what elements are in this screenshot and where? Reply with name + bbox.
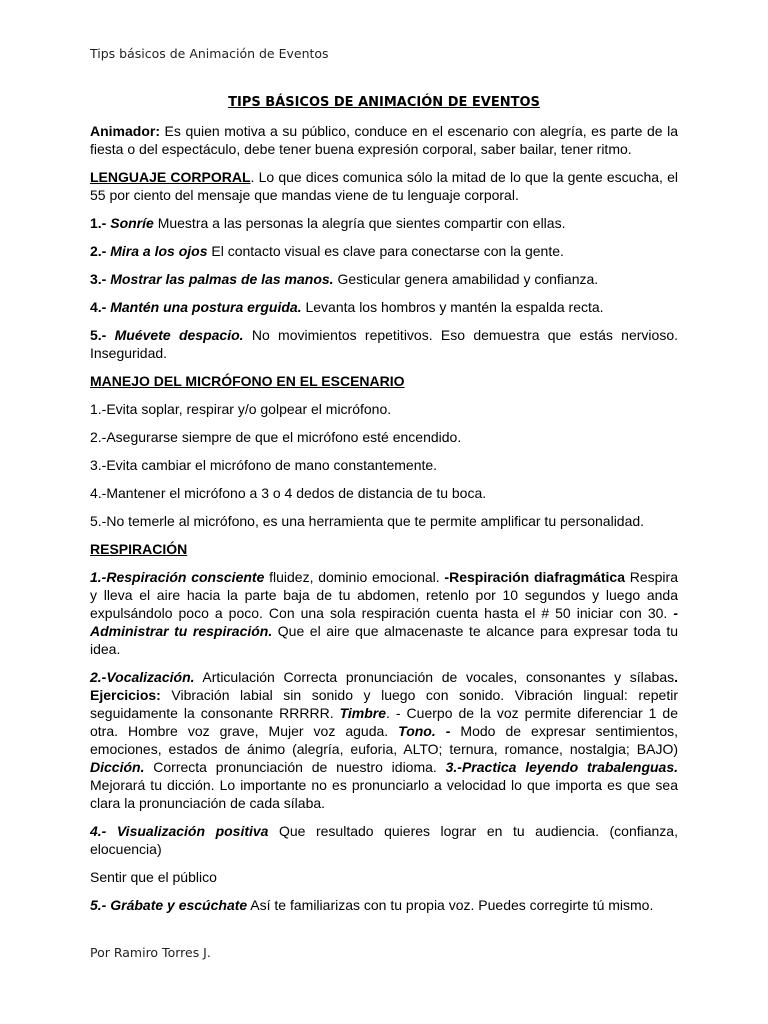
- visualizacion-text: Que resultado quieres lograr en tu audiencia. (confianza, elocuencia): [90, 823, 678, 857]
- tip-number: 5.-: [90, 327, 115, 343]
- lenguaje-corporal-paragraph: [90, 168, 678, 204]
- document-body: [90, 94, 678, 924]
- tip-text: Levanta los hombros y mantén la espalda recta.: [301, 299, 604, 315]
- animador-text: Es quien motiva a su público, conduce en el escenario con alegría, es parte de la fiesta o del espectáculo, debe tener buena expresión corporal, saber bailar, tener ritmo.: [90, 123, 678, 157]
- microfono-item-4: 4.-Mantener el micrófono a 3 o 4 dedos de distancia de tu boca.: [90, 485, 487, 501]
- document-title: TIPS BÁSICOS DE ANIMACIÓN DE EVENTOS: [228, 95, 540, 110]
- animador-paragraph: [90, 122, 678, 158]
- grabate-label: 5.- Grábate y escúchate: [90, 897, 248, 913]
- tip-3: [90, 270, 678, 288]
- running-header: Tips básicos de Animación de Eventos: [90, 46, 329, 61]
- tip-text: Muestra a las personas la alegría que sientes compartir con ellas.: [153, 215, 566, 231]
- trabalenguas-label: 3.-Practica leyendo trabalenguas.: [445, 759, 679, 775]
- microfono-item-5: 5.-No temerle al micrófono, es una herramienta que te permite amplificar tu personalidad.: [90, 513, 645, 529]
- tip-text: El contacto visual es clave para conectarse con la gente.: [207, 243, 564, 259]
- tono-label: Tono. -: [398, 723, 451, 739]
- tip-label: Muévete despacio.: [114, 327, 244, 343]
- tip-2: [90, 242, 678, 260]
- tip-text: Gesticular genera amabilidad y confianza.: [333, 271, 599, 287]
- microfono-item-1: 1.-Evita soplar, respirar y/o golpear el micrófono.: [90, 401, 392, 417]
- animador-label: Animador:: [90, 123, 160, 139]
- lenguaje-corporal-text: . Lo que dices comunica sólo la mitad de lo que la gente escucha, el 55 por ciento del mensaje que mandas viene de tu lenguaje corporal.: [90, 169, 678, 203]
- grabate-text: Así te familiarizas con tu propia voz. Puedes corregirte tú mismo.: [247, 897, 654, 913]
- microfono-item-2: 2.-Asegurarse siempre de que el micrófono esté encendido.: [90, 429, 462, 445]
- tono-text: Modo de expresar sentimientos, emociones, estados de ánimo (alegría, euforia, ALTO; ternura, romance, nostalgia; BAJO): [90, 723, 678, 757]
- respiracion-paragraph-3: [90, 822, 678, 858]
- tip-number: 1.-: [90, 215, 111, 231]
- respiracion-consciente-label: 1.-Respiración consciente: [90, 569, 265, 585]
- tip-label: Mantén una postura erguida.: [110, 299, 302, 315]
- respiracion-consciente-text: fluidez, dominio emocional.: [264, 569, 445, 585]
- respiracion-paragraph-4: Sentir que el público: [90, 869, 217, 885]
- timbre-label: Timbre: [339, 705, 387, 721]
- tip-4: [90, 298, 678, 316]
- tip-text: No movimientos repetitivos. Eso demuestra que estás nervioso. Inseguridad.: [90, 327, 678, 361]
- microfono-heading: MANEJO DEL MICRÓFONO EN EL ESCENARIO: [90, 373, 405, 389]
- tip-number: 3.-: [90, 271, 111, 287]
- tip-label: Mostrar las palmas de las manos.: [110, 271, 334, 287]
- respiracion-heading: RESPIRACIÓN: [90, 541, 188, 557]
- diccion-text: Correcta pronunciación de nuestro idioma.: [144, 759, 446, 775]
- tip-1: [90, 214, 678, 232]
- tip-label: Sonríe: [110, 215, 154, 231]
- ejercicios-label: Ejercicios:: [90, 687, 161, 703]
- tip-number: 2.-: [90, 243, 111, 259]
- lenguaje-corporal-label: LENGUAJE CORPORAL: [90, 169, 251, 185]
- respiracion-paragraph-2: [90, 668, 678, 812]
- running-footer: Por Ramiro Torres J.: [90, 945, 211, 960]
- ejercicios-text: Vibración labial sin sonido y luego con sonido. Vibración lingual: repetir seguidamente la consonante RRRRR.: [90, 687, 678, 721]
- tip-number: 4.-: [90, 299, 111, 315]
- tip-label: Mira a los ojos: [110, 243, 208, 259]
- trabalenguas-text: Mejorará tu dicción. Lo importante no es pronunciarlo a velocidad lo que importa es que sea clara la pronunciación de cada sílaba.: [90, 777, 678, 811]
- respiracion-diafragmatica-label: -Respiración diafragmática: [444, 569, 625, 585]
- vocalizacion-period: .: [674, 669, 678, 685]
- timbre-text: . - Cuerpo de la voz permite diferenciar 1 de otra. Hombre voz grave, Mujer voz aguda.: [90, 705, 678, 739]
- vocalizacion-text: Articulación Correcta pronunciación de vocales, consonantes y sílabas: [194, 669, 675, 685]
- visualizacion-label: 4.- Visualización positiva: [90, 823, 269, 839]
- vocalizacion-label: 2.-Vocalización.: [90, 669, 195, 685]
- diccion-label: Dicción.: [90, 759, 145, 775]
- administrar-respiracion-text: Que el aire que almacenaste te alcance para expresar toda tu idea.: [90, 623, 678, 657]
- respiracion-diafragmatica-text: Respira y lleva el aire hacia la parte baja de tu abdomen, retenlo por 10 segundos y luego anda expulsándolo poco a poco. Con una sola respiración cuenta hasta el # 50 iniciar con 30.: [90, 569, 678, 621]
- respiracion-paragraph-1: [90, 568, 678, 658]
- tip-5: [90, 326, 678, 362]
- administrar-respiracion-label: - Administrar tu respiración.: [90, 605, 678, 639]
- respiracion-paragraph-5: [90, 896, 678, 914]
- microfono-item-3: 3.-Evita cambiar el micrófono de mano constantemente.: [90, 457, 438, 473]
